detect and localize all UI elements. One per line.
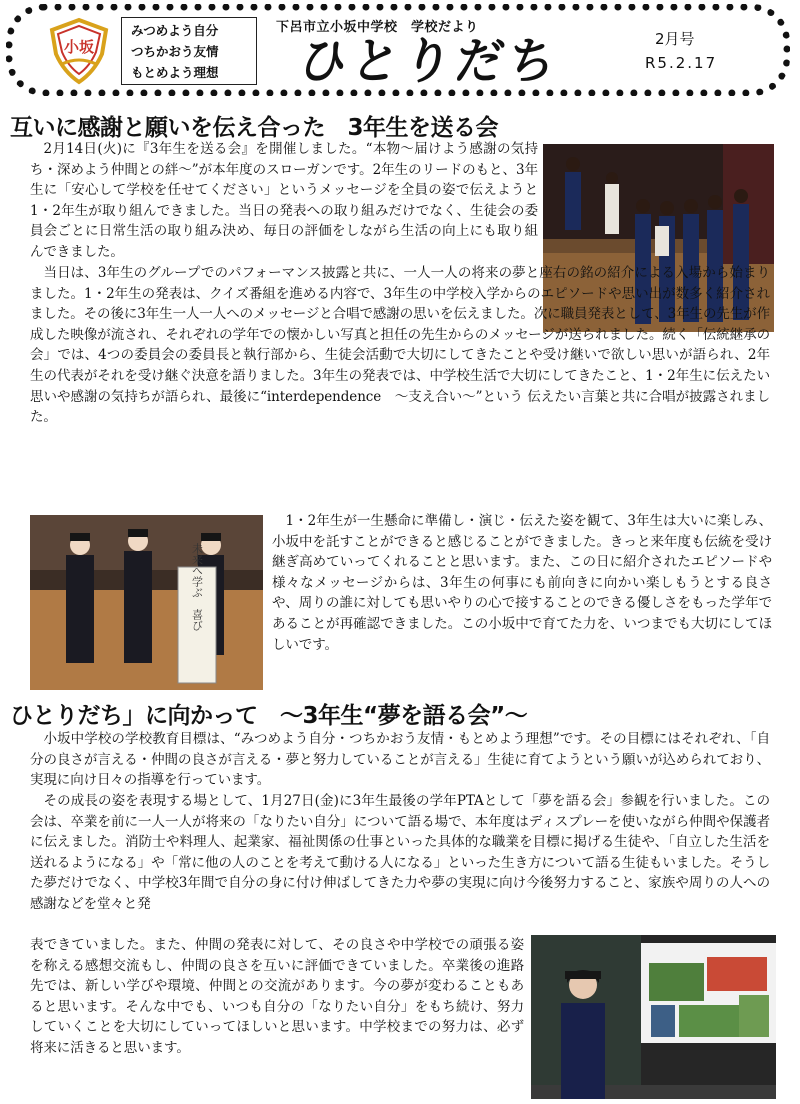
motto-line-2: つちかおう友情 bbox=[131, 44, 219, 59]
motto-box bbox=[121, 17, 257, 85]
emblem-text: 小坂 bbox=[63, 38, 95, 56]
article2-paragraph-2: その成長の姿を表現する場として、1月27日(金)に3年生最後の学年PTAとして「夢を語る会」参観を行いました。この会は、卒業を前に一人一人が将来の「なりたい自分」について語る場で、本年度はディスプレーを使いながら仲間や保護者に伝えました。消防士や料理人、起業家、福祉関係の仕事といった具体的な職業を目標に掲げる生徒や、「自立した生活を送れるようになる」や「常に他の人のことを考えて動ける人になる」といった生き方について語る生徒もいました。そうした夢だけでなく、中学校3年間で自分の身に付け伸ばしてきた力や夢の実現に向け今後努力すること、家族や周りの人への感謝などを堂々と発 bbox=[30, 793, 770, 912]
issue-month: 2月号 bbox=[655, 30, 695, 48]
students-with-scroll-photo bbox=[30, 515, 263, 690]
article2-paragraph-3: 表できていました。また、仲間の発表に対して、その良さや中学校での頑張る姿を称える感想交流もし、仲間の良さを互いに評価できていました。卒業後の進路先では、新しい学びや環境、仲間との交流があります。今の夢が変わることもあると思います。そんな中でも、いつも自分の「なりたい自分」をもち続け、努力していくことを大切にしていってほしいと思います。中学校までの努力は、必ず将来に活きると思います。 bbox=[30, 937, 524, 1056]
motto-line-3: もとめよう理想 bbox=[131, 65, 219, 80]
article2-headline: ひとりだち」に向かって ～3年生“夢を語る会”～ bbox=[10, 703, 528, 729]
newsletter-title: ひとりだち bbox=[295, 32, 566, 91]
article1-paragraph-2: 当日は、3年生のグループでのパフォーマンス披露と共に、一人一人の将来の夢と座右の銘の紹介による入場から始まりました。1・2年生の発表は、クイズ番組を進める内容で、3年生の中学校入学からのエピソードや思い出が数多く紹介されました。その後に3年生一人一人へのメッセージと合唱で感謝の思いを伝えました。次に職員発表として、3年生の先生が作成した映像が流され、それぞれの学年での懐かしい写真と担任の先生からのメッセージが送られました。続く「伝統継承の会」では、4つの委員会の委員長と執行部から、生徒会活動で大切にしてきたことや受け継いで欲しい思いが語られ、2年生の代表がそれを受け継ぐ決意を語りました。3年生の発表では、中学校生活で大切にしてきたこと、1・2年生に伝えたい思いや感謝の気持ちが語られ、最後に“interdependence ～支え合い～”という 伝えたい言葉と共に合唱が披露されました。 bbox=[30, 265, 770, 426]
article1-headline: 互いに感謝と願いを伝え合った 3年生を送る会 bbox=[10, 115, 499, 141]
issue-date: R5.2.17 bbox=[645, 54, 718, 72]
article1-paragraph-1: 2月14日(火)に『3年生を送る会』を開催しました。“本物～届けよう感謝の気持ち・深めよう仲間との絆～”が本年度のスローガンです。2年生のリードのもと、3年生に「安心して学校を任せてください」というメッセージを全員の姿で伝えようと1・2年生が取り組んできました。当日の発表への取り組みだけでなく、生徒会の委員会ごとに日常生活の取り組み決め、毎日の評価をしながら生活の向上にも取り組んできました。 bbox=[30, 141, 538, 260]
article1-paragraph-3: 1・2年生が一生懸命に準備し・演じ・伝えた姿を観て、3年生は大いに楽しみ、小坂中を託すことができると感じることができました。きっと来年度も伝統を受け継ぎ高めていってくれることと思います。また、この日に紹介されたエピソードや様々なメッセージからは、3年生の何事にも前向きに向かい楽しもうとする良さや、周りの誰に対しても思いやりの心で接することのできる優しさをもった学年であることが再確認できました。この小坂中で育てた力を、いつまでも大切にしてほしいです。 bbox=[272, 513, 772, 653]
student-presentation-photo bbox=[531, 935, 776, 1099]
article2-paragraph-1: 小坂中学校の学校教育目標は、“みつめよう自分・つちかおう友情・もとめよう理想”です。その目標にはそれぞれ、「自分の良さが言える・仲間の良さが言える・夢と努力していることが言える」生徒に育てようという願いが込められており、実現に向け日々の指導を行っています。 bbox=[30, 731, 770, 789]
scroll-text: 未来へ学ぶ 喜び bbox=[190, 543, 204, 631]
motto-line-1: みつめよう自分 bbox=[131, 23, 219, 38]
school-emblem bbox=[44, 16, 114, 86]
publisher: 下呂市立小坂中学校 学校だより bbox=[276, 20, 479, 35]
